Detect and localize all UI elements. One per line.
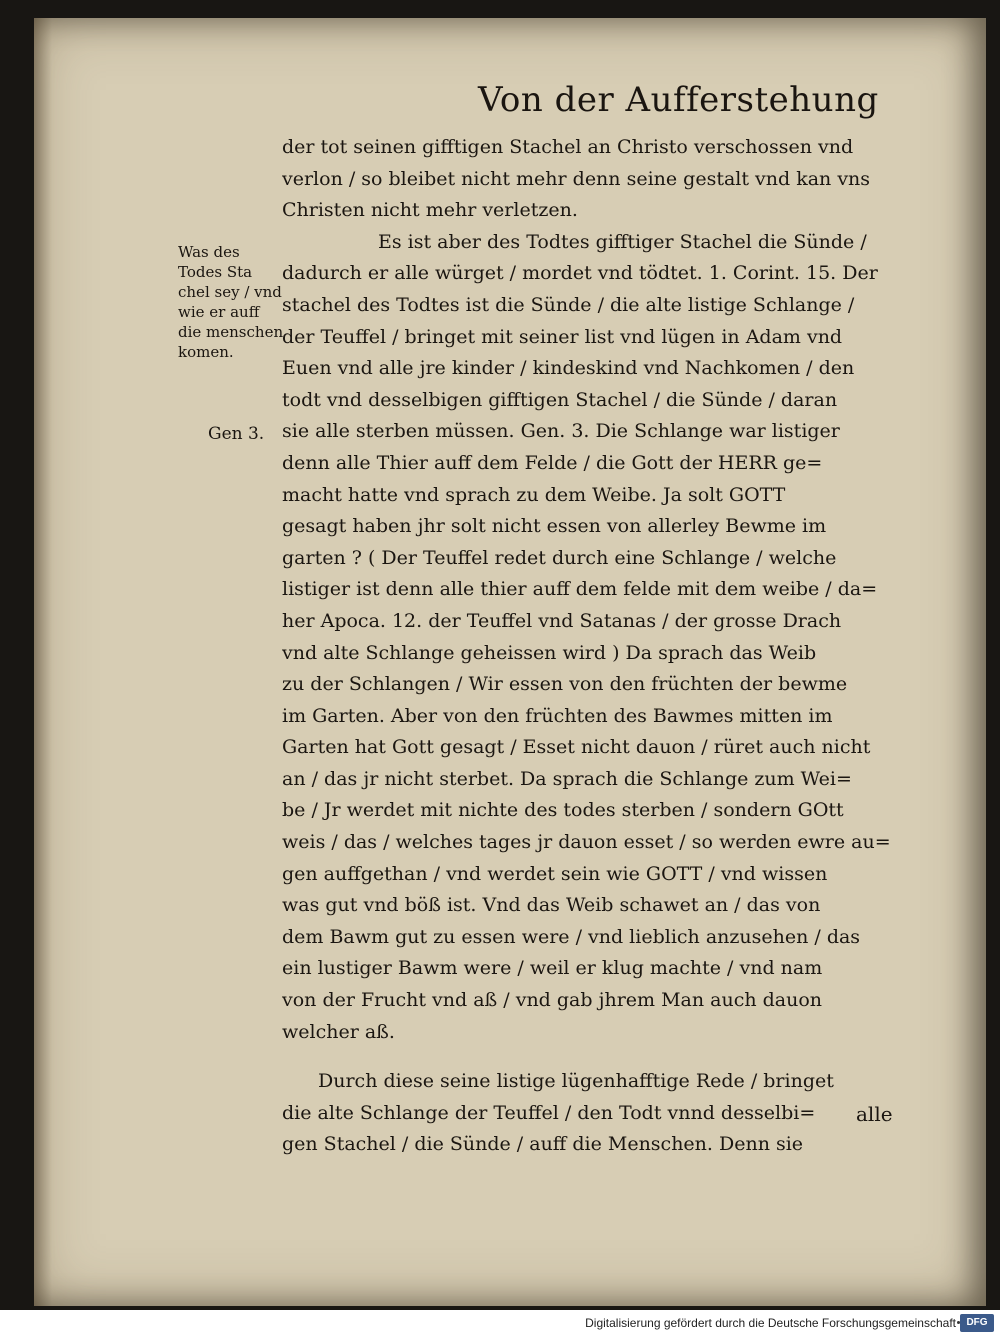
margin-reference: Gen 3. (208, 424, 265, 444)
text-line: Es ist aber des Todtes gifftiger Stachel die Sünde / (378, 230, 867, 253)
text-line: ein lustiger Bawm were / weil er klug machte / vnd nam (282, 957, 823, 980)
text-line: gen auffgethan / vnd werdet sein wie GOTT / vnd wissen (282, 862, 828, 885)
text-line: vnd alte Schlange geheissen wird ) Da sprach das Weib (282, 641, 817, 664)
margin-note-line: komen. (178, 343, 234, 361)
catchword: alle (856, 1102, 893, 1126)
text-line: zu der Schlangen / Wir essen von den früchten der bewme (282, 673, 848, 696)
text-line: gen Stachel / die Sünde / auff die Menschen. Denn sie (282, 1133, 804, 1156)
margin-note-line: Was des (178, 243, 240, 261)
text-line: dem Bawm gut zu essen were / vnd lieblich anzusehen / das (282, 925, 861, 948)
text-line: an / das jr nicht sterbet. Da sprach die Schlange zum Wei= (282, 767, 852, 790)
text-line: listiger ist denn alle thier auff dem felde mit dem weibe / da= (282, 578, 878, 601)
footer-credit: Digitalisierung gefördert durch die Deutsche Forschungsgemeinschaft (585, 1316, 956, 1330)
text-line: sie alle sterben müssen. Gen. 3. Die Schlange war listiger (282, 420, 840, 443)
margin-note-line: Todes Sta (178, 263, 253, 281)
text-line: welcher aß. (282, 1020, 395, 1043)
text-line: im Garten. Aber von den früchten des Bawmes mitten im (282, 704, 833, 727)
text-line: macht hatte vnd sprach zu dem Weibe. Ja solt GOTT (282, 483, 786, 506)
text-line: Durch diese seine listige lügenhafftige Rede / bringet (318, 1070, 834, 1093)
margin-note-line: chel sey / vnd (178, 283, 282, 301)
margin-notes (178, 242, 288, 362)
text-line: Euen vnd alle jre kinder / kindeskind vnd Nachkomen / den (282, 357, 855, 380)
text-line: von der Frucht vnd aß / vnd gab jhrem Man auch dauon (282, 989, 823, 1012)
text-line: her Apoca. 12. der Teuffel vnd Satanas / der grosse Drach (282, 609, 842, 632)
text-line: Garten hat Gott gesagt / Esset nicht dauon / rüret auch nicht (282, 736, 871, 759)
text-line: gesagt haben jhr solt nicht essen von allerley Bewme im (282, 515, 827, 538)
text-line: denn alle Thier auff dem Felde / die Gott der HERR ge= (282, 451, 823, 474)
text-line: todt vnd desselbigen gifftigen Stachel / die Sünde / daran (282, 388, 838, 411)
dfg-logo: DFG (960, 1314, 994, 1332)
text-line: stachel des Todtes ist die Sünde / die alte listige Schlange / (282, 293, 855, 316)
text-line: verlon / so bleibet nicht mehr denn seine gestalt vnd kan vns (282, 167, 871, 190)
running-head: Von der Aufferstehung (478, 80, 879, 120)
text-line: dadurch er alle würget / mordet vnd tödtet. 1. Corint. 15. Der (282, 262, 878, 285)
text-line: der tot seinen gifftigen Stachel an Christo verschossen vnd (282, 136, 854, 158)
margin-note-line: wie er auff (178, 303, 260, 321)
text-line: be / Jr werdet mit nichte des todes sterben / sondern GOtt (282, 799, 844, 822)
text-line: Christen nicht mehr verletzen. (282, 199, 578, 222)
text-line: garten ? ( Der Teuffel redet durch eine Schlange / welche (282, 546, 837, 569)
text-line: was gut vnd böß ist. Vnd das Weib schawet an / das von (282, 894, 821, 917)
margin-note-line: die menschen (178, 323, 284, 341)
body-text (282, 132, 932, 1161)
text-line: weis / das / welches tages jr dauon esset / so werden ewre au= (282, 831, 891, 854)
text-line: der Teuffel / bringet mit seiner list vnd lügen in Adam vnd (282, 325, 843, 348)
text-line: die alte Schlange der Teuffel / den Todt vnnd desselbi= (282, 1101, 816, 1124)
